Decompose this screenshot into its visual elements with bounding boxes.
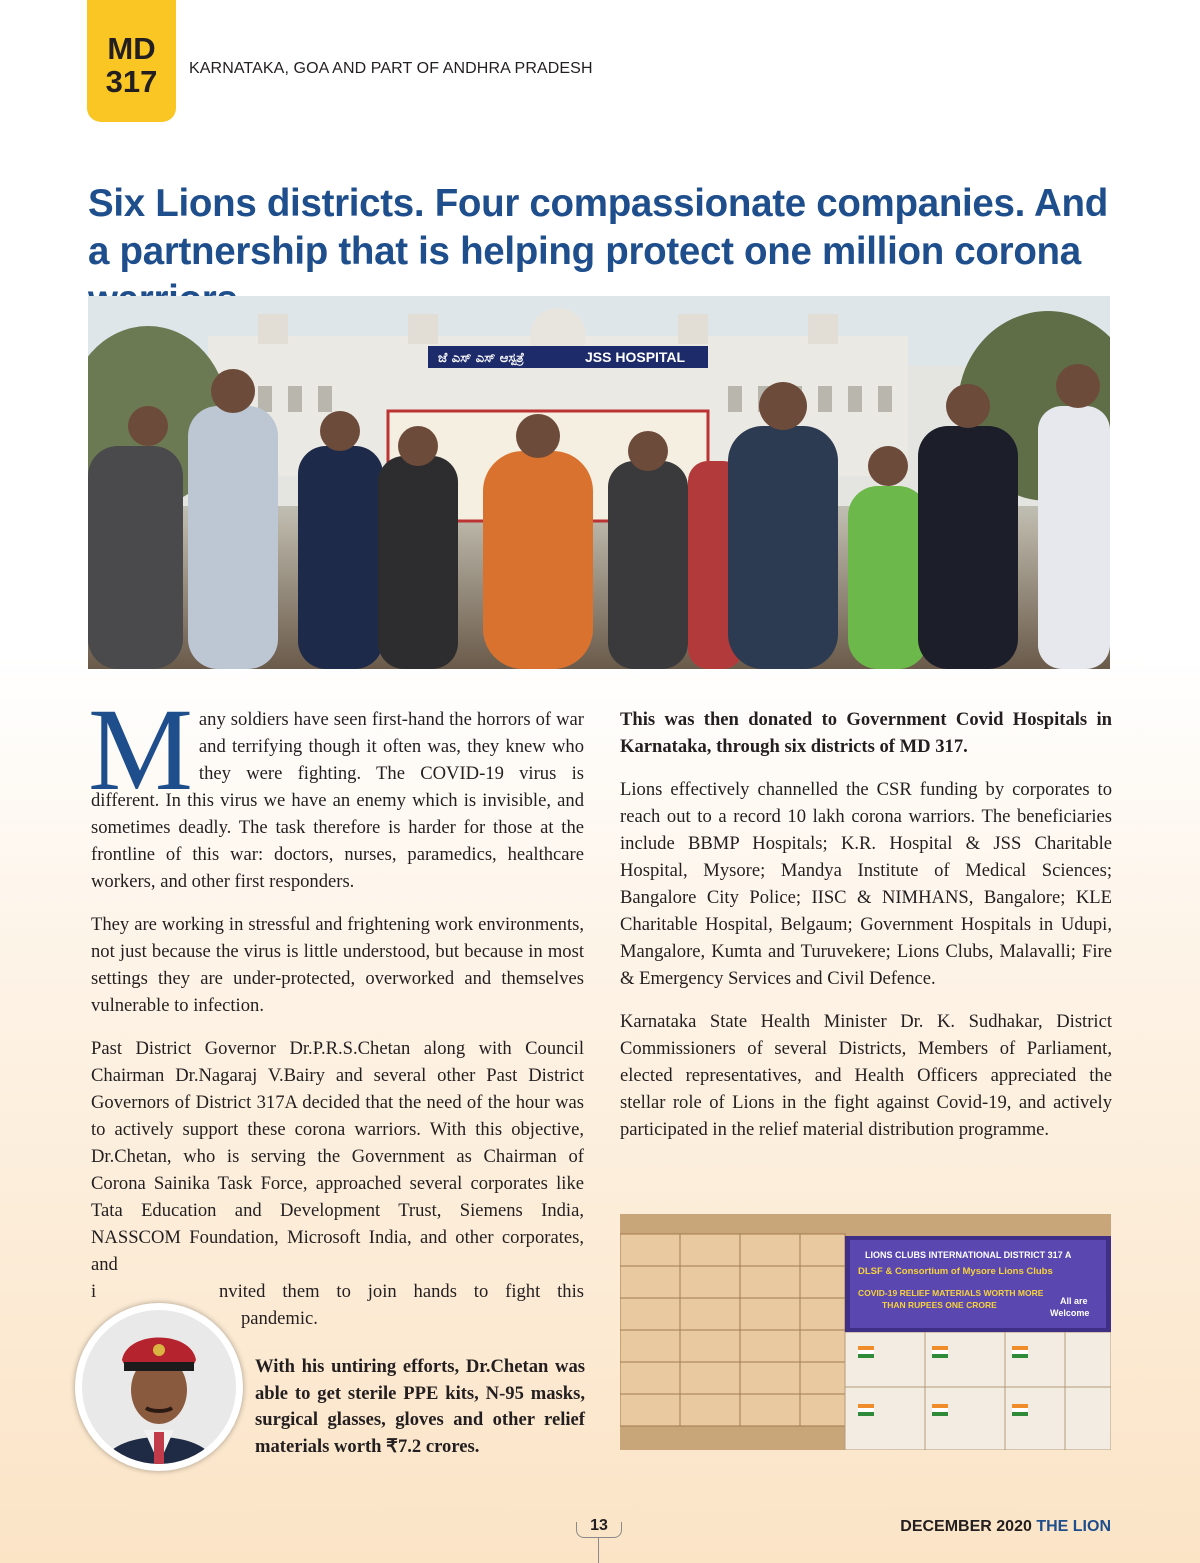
portrait-photo (75, 1303, 243, 1471)
right-paragraph-3: Karnataka State Health Minister Dr. K. Sudhakar, District Commissioners of several Districts, Members of Parliament, elected representatives, and Health Officers appreciated the stellar role of Lions in the fight against Covid-19, and actively participated in the relief material distribution programme. (620, 1011, 1112, 1140)
body-paragraph-2: They are working in stressful and frightening work environments, not just because the virus is little understood, but because in most settings they are under-protected, overworked and themselves vulnerable to infection. (91, 914, 584, 1016)
left-column (88, 684, 584, 1332)
box-banner-welcome1: All are (1060, 1296, 1088, 1306)
badge-line-number: 317 (105, 64, 158, 99)
magazine-name: THE LION (1036, 1518, 1111, 1535)
issue-date: DECEMBER 2020 (900, 1518, 1032, 1535)
right-column (620, 706, 1112, 1159)
right-paragraph-2: Lions effectively channelled the CSR funding by corporates to reach out to a record 10 lakh corona warriors. The beneficiaries include BBMP Hospitals; K.R. Hospital & JSS Charitable Hospital, Mysore; Mandya Institute of Medical Sciences; Bangalore City Police; IISC & NIMHANS, Bangalore; KLE Charitable Hospital, Belgaum; Government Hospitals in Udupi, Mangalore, Kumta and Turuvekere; Lions Clubs, Malavalli; Fire & Emergency Services and Civil Defence. (620, 779, 1112, 989)
right-paragraph-1: This was then donated to Government Covid Hospitals in Karnataka, through six districts of MD 317. (620, 709, 1112, 757)
body-paragraph-3 (91, 1035, 584, 1332)
badge-line-md: MD (107, 31, 156, 66)
box-banner-welcome2: Welcome (1050, 1308, 1090, 1318)
magazine-footer (900, 1518, 1111, 1536)
page-number: 13 (590, 1517, 608, 1534)
box-banner-line2: DLSF & Consortium of Mysore Lions Clubs (858, 1266, 1053, 1277)
wrapped-line-final: pandemic. (241, 1308, 318, 1329)
box-banner-line1: LIONS CLUBS INTERNATIONAL DISTRICT 317 A (865, 1250, 1072, 1260)
pull-quote: With his untiring efforts, Dr.Chetan was able to get sterile PPE kits, N-95 masks, surgical glasses, gloves and other relief materials worth ₹7.2 crores. (255, 1356, 585, 1457)
region-label: KARNATAKA, GOA AND PART OF ANDHRA PRADESH (189, 60, 593, 77)
district-badge (87, 0, 176, 122)
box-banner-line4: THAN RUPEES ONE CRORE (882, 1300, 997, 1310)
event-photo (88, 296, 1110, 669)
hospital-banner-kannada: ಜೆ ಎಸ್ ಎಸ್ ಆಸ್ಪತ್ರೆ (438, 351, 525, 366)
article-headline: Six Lions districts. Four compassionate companies. And a partnership that is helping protect one million corona (88, 182, 1108, 273)
wrapped-line-end: nvited them to join hands to fight this (219, 1281, 584, 1302)
body-paragraph-3-text: Past District Governor Dr.P.R.S.Chetan along with Council Chairman Dr.Nagaraj V.Bairy and several other Past District Governors of District 317A decided that the need of the hour was to actively support these corona warriors. With this objective, Dr.Chetan, who is serving the Government as Chairman of Corona Sainika Task Force, approached several corporates like Tata Education and Development Trust, Siemens India, NASSCOM Foundation, Microsoft India, and other corporates, and (91, 1038, 584, 1275)
wrapped-line-start: i (91, 1281, 97, 1302)
drop-cap: M (88, 684, 193, 815)
wrapped-line (91, 1278, 584, 1305)
intro-paragraph (88, 684, 584, 895)
intro-text: any soldiers have seen first-hand the horrors of war and terrifying though it often was, they knew who they were fighting. The COVID-19 virus is different. In this virus we have an enemy which is invisible, and sometimes deadly. The task therefore is harder for those at the frontline of this war: doctors, nurses, paramedics, healthcare workers, and other first responders. (91, 709, 584, 892)
box-banner-line3: COVID-19 RELIEF MATERIALS WORTH MORE (858, 1288, 1044, 1298)
hospital-banner-english: JSS HOSPITAL (585, 349, 686, 365)
relief-materials-photo (620, 1214, 1111, 1450)
page-number-divider (598, 1538, 599, 1563)
